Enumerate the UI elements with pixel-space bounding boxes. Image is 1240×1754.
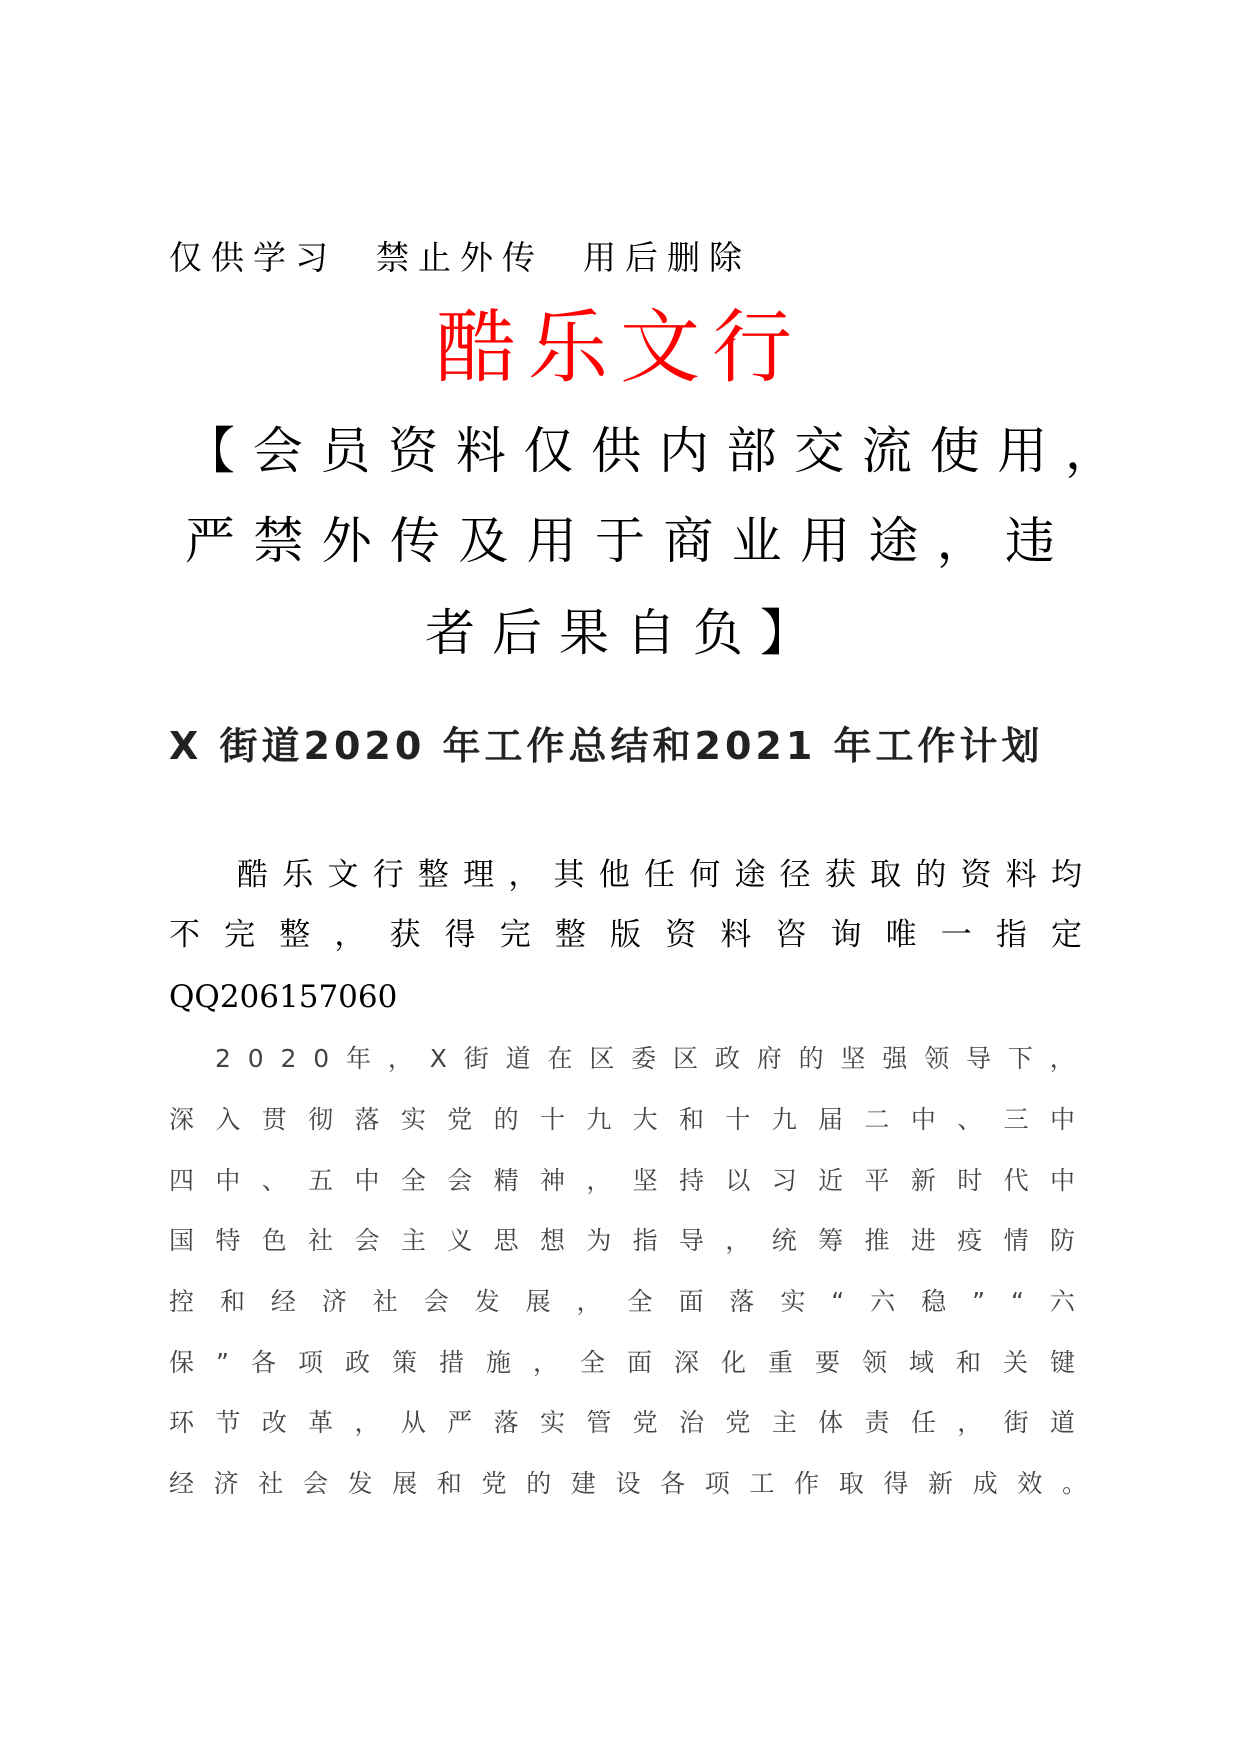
body-line: 保”各项政策措施，全面深化重要领域和关键 <box>169 1348 1097 1377</box>
body-line: 环节改革，从严落实管党治党主体责任，街道 <box>169 1408 1097 1437</box>
document-title: X 街道2020 年工作总结和2021 年工作计划 <box>169 724 1044 768</box>
intro-line-3: QQ206157060 <box>169 979 398 1015</box>
warning-line-1: 【会员资料仅供内部交流使用， <box>185 422 1133 480</box>
usage-notice: 仅供学习 禁止外传 用后删除 <box>169 238 751 277</box>
body-line: 深入贯彻落实党的十九大和十九届二中、三中 <box>169 1105 1097 1134</box>
body-line: 经济社会发展和党的建设各项工作取得新成效。 <box>169 1469 1107 1498</box>
intro-line-2: 不完整，获得完整版资料咨询唯一指定 <box>169 917 1107 953</box>
body-line: 控和经济社会发展，全面落实“六稳”“六 <box>169 1287 1101 1316</box>
intro-line-1: 酷乐文行整理，其他任何途径获取的资料均 <box>237 857 1097 893</box>
warning-line-3: 者后果自负】 <box>425 604 827 662</box>
warning-line-2: 严禁外传及用于商业用途，违 <box>185 512 1074 570</box>
brand-title: 酷乐文行 <box>436 301 804 394</box>
body-line: 国特色社会主义思想为指导，统筹推进疫情防 <box>169 1226 1097 1255</box>
body-line: 2020年，X街道在区委区政府的坚强领导下， <box>215 1044 1092 1073</box>
body-line: 四中、五中全会精神，坚持以习近平新时代中 <box>169 1166 1097 1195</box>
